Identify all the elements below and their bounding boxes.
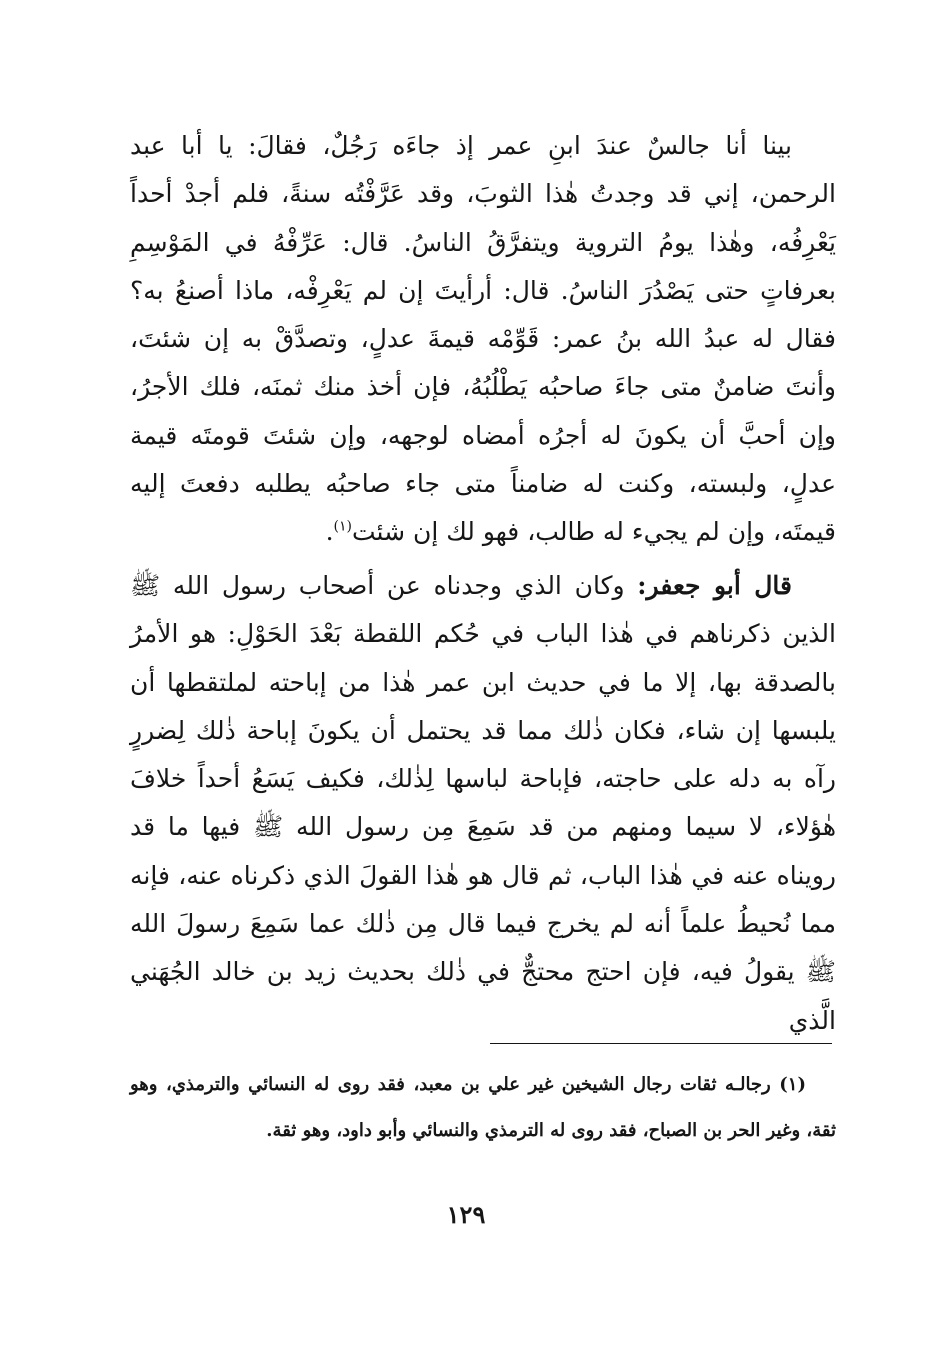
main-text-block-2 — [130, 562, 836, 1045]
paragraph-1 — [130, 122, 836, 557]
paragraph-2-speaker: قال أبو جعفر: — [637, 571, 792, 600]
paragraph-2 — [130, 562, 836, 1045]
page-number: ١٢٩ — [446, 1200, 486, 1229]
footnotes — [130, 1062, 836, 1154]
footnote-1: (١) رجالـه ثقات رجال الشيخين غير علي بن معبد، فقد روى له النسائي والترمذي، وهو ثقة، وغير الحر بن الصباح، فقد روى له الترمذي والنسائي وأبو داود، وهو ثقة. — [130, 1074, 836, 1141]
footnote-separator — [490, 1043, 832, 1044]
paragraph-1-end: . — [325, 517, 334, 547]
main-text-block-1 — [130, 122, 836, 557]
footnote-reference: (١) — [333, 519, 352, 536]
paragraph-1-text: بينا أنا جالسٌ عندَ ابنِ عمر إذ جاءَه رَجُلٌ، فقالَ: يا أبا عبد الرحمن، إني قد وجدتُ هٰذا الثوبَ، وقد عَرَّفْتُه سنةً، فلم أجدْ أحداً يَعْرِفُه، وهٰذا يومُ التروية ويتفرَّقُ الناسُ. قال: عَرِّفْهُ في المَوْسِمِ بعرفاتٍ حتى يَصْدُرَ الناسُ. قال: أرأيتَ إن لم يَعْرِفْه، ماذا أصنعُ به؟ فقال له عبدُ الله بنُ عمر: قَوِّمْه قيمةَ عدلٍ، وتصدَّقْ به إن شئتَ، وأنتَ ضامنٌ متى جاءَ صاحبُه يَطْلُبُهُ، فإن أخذ منك ثمنَه، فلك الأجرُ، وإن أحبَّ أن يكونَ له أجرُه أمضاه لوجهه، وإن شئتَ قومتَه قيمة عدلٍ، ولبسته، وكنت له ضامناً متى جاء صاحبُه يطلبه دفعتَ إليه قيمتَه، وإن لم يجيء له طالب، فهو لك إن شئت — [130, 131, 836, 547]
paragraph-2-text: وكان الذي وجدناه عن أصحاب رسول الله ﷺ الذين ذكرناهم في هٰذا الباب في حُكم اللقطة بَعْدَ الحَوْلِ: هو الأمرُ بالصدقة بها، إلا ما في حديث ابن عمر هٰذا من إباحته لملتقطها أن يلبسها إن شاء، فكان ذٰلك مما قد يحتمل أن يكونَ إباحة ذٰلك لِضررٍ رآه به دله على حاجته، فإباحة لباسها لِذٰلك، فكيف يَسَعُ أحداً خلافَ هٰؤلاء، لا سيما ومنهم من قد سَمِعَ مِن رسول الله ﷺ فيها ما قد رويناه عنه في هٰذا الباب، ثم قال هو هٰذا القولَ الذي ذكرناه عنه، فإنه مما نُحيطُ علماً أنه لم يخرج فيما قال مِن ذٰلك عما سَمِعَ رسولَ الله ﷺ يقولُ فيه، فإن احتج محتجٌّ في ذٰلك بحديث زيد بن خالد الجُهَني الَّذي — [130, 571, 836, 1035]
